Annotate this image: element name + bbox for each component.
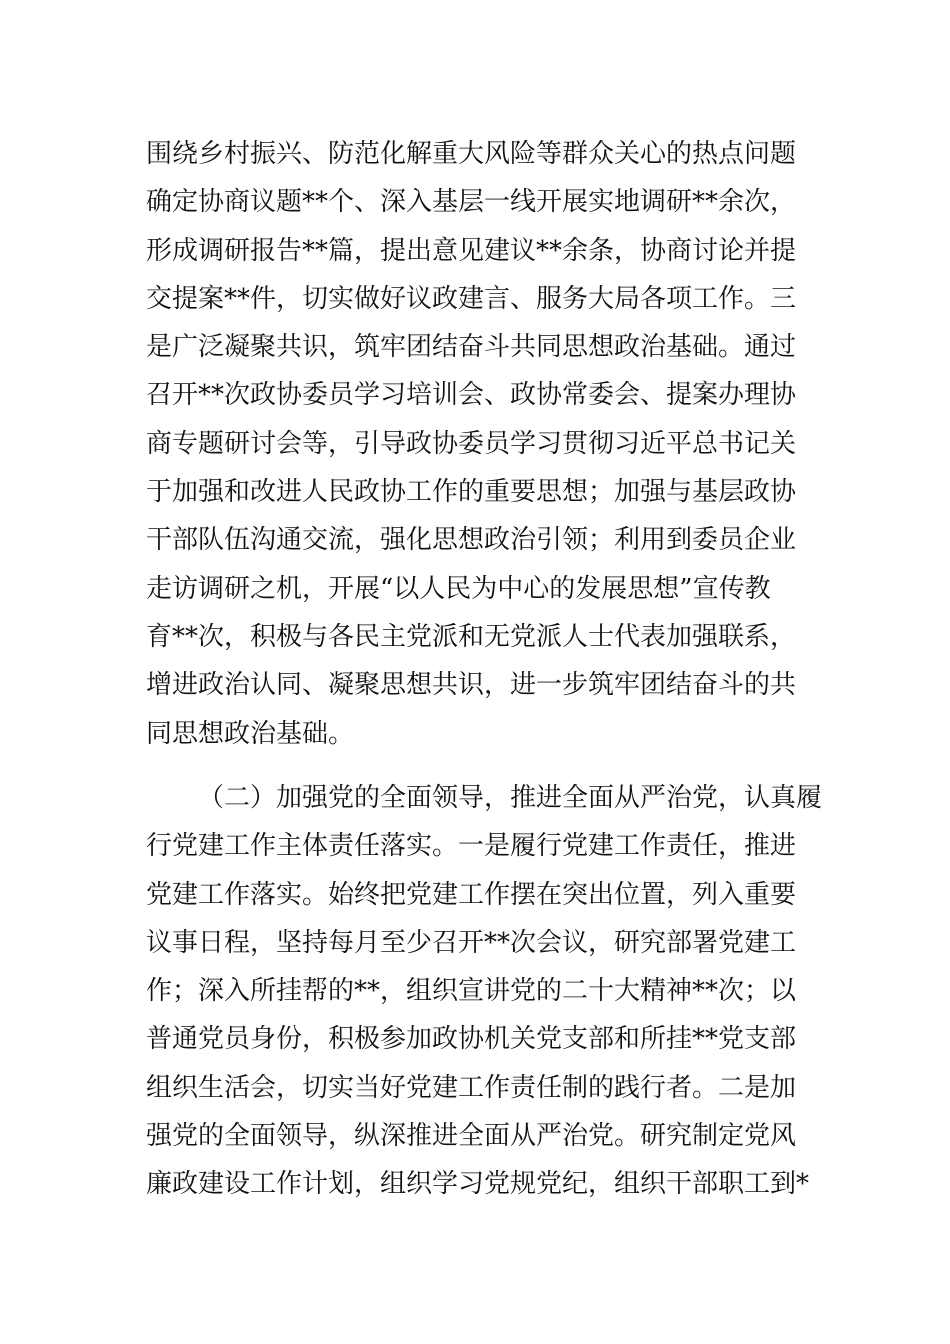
text-line: 围绕乡村振兴、防范化解重大风险等群众关心的热点问题: [146, 139, 797, 169]
text-line: 育**次，积极与各民主党派和无党派人士代表加强联系，: [146, 621, 797, 652]
text-line: 商专题研讨会等，引导政协委员学习贯彻习近平总书记关: [146, 428, 797, 459]
text-line: 作；深入所挂帮的**，组织宣讲党的二十大精神**次；以: [146, 976, 797, 1007]
paragraph-2: [146, 774, 823, 1209]
text-line: 组织生活会，切实当好党建工作责任制的践行者。二是加: [146, 1072, 797, 1103]
text-line: 是广泛凝聚共识，筑牢团结奋斗共同思想政治基础。通过: [146, 332, 797, 363]
text-line: 强党的全面领导，纵深推进全面从严治党。研究制定党风: [146, 1121, 797, 1152]
text-line: （二）加强党的全面领导，推进全面从严治党，认真履: [198, 783, 823, 813]
paragraph-1: [146, 130, 812, 758]
text-line: 召开**次政协委员学习培训会、政协常委会、提案办理协: [146, 380, 797, 411]
text-line: 行党建工作主体责任落实。一是履行党建工作责任，推进: [146, 831, 797, 862]
text-line: 增进政治认同、凝聚思想共识，进一步筑牢团结奋斗的共: [146, 670, 797, 701]
text-line: 同思想政治基础。: [146, 718, 355, 749]
text-line: 交提案**件，切实做好议政建言、服务大局各项工作。三: [146, 283, 797, 314]
text-line: 普通党员身份，积极参加政协机关党支部和所挂**党支部: [146, 1024, 797, 1055]
text-line: 走访调研之机，开展“以人民为中心的发展思想”宣传教: [146, 573, 771, 604]
text-line: 确定协商议题**个、深入基层一线开展实地调研**余次，: [146, 187, 797, 218]
text-line: 党建工作落实。始终把党建工作摆在突出位置，列入重要: [146, 879, 797, 910]
text-line: 于加强和改进人民政协工作的重要思想；加强与基层政协: [146, 477, 797, 508]
text-line: 廉政建设工作计划，组织学习党规党纪，组织干部职工到*: [146, 1169, 810, 1200]
text-line: 干部队伍沟通交流，强化思想政治引领；利用到委员企业: [146, 525, 797, 556]
text-line: 议事日程，坚持每月至少召开**次会议，研究部署党建工: [146, 927, 797, 958]
text-line: 形成调研报告**篇，提出意见建议**余条，协商讨论并提: [146, 235, 797, 266]
